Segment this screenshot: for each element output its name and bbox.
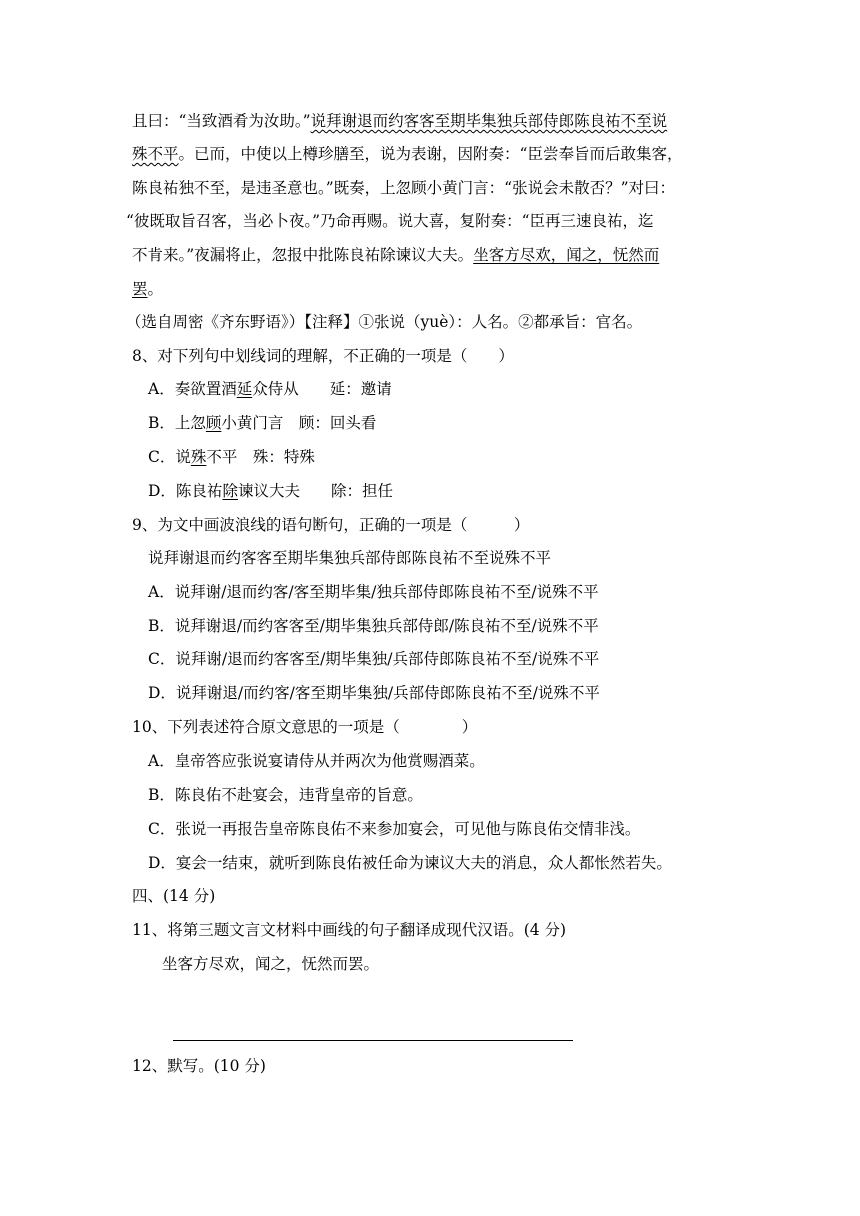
passage-line-5 <box>132 244 659 266</box>
underlined-word: 顾 <box>205 414 222 432</box>
passage-text: 。 <box>147 280 164 298</box>
q9-option-b: B．说拜谢退/而约客客至/期毕集独兵部侍郎/陈良祐不至/说殊不平 <box>148 617 599 635</box>
passage-text: 不肯来。”夜漏将止，忽报中批陈良祐除谏议大夫。 <box>132 246 474 264</box>
q9-option-a: A．说拜谢/退而约客/客至期毕集/独兵部侍郎陈良祐不至/说殊不平 <box>148 583 599 601</box>
q8-option-d: D．陈良祐除谏议大夫 除：担任 <box>148 482 393 500</box>
q9-option-c: C．说拜谢/退而约客客至/期毕集独/兵部侍郎陈良祐不至/说殊不平 <box>148 650 600 668</box>
q8-option-c: C．说殊不平 殊：特殊 <box>148 448 315 466</box>
passage-line-6 <box>132 278 163 300</box>
q11-sentence: 坐客方尽欢，闻之，怃然而罢。 <box>162 955 380 973</box>
passage-text: 。已而，中使以上樽珍膳至，说为表谢，因附奏：“臣尝奉旨而后敢集客， <box>178 145 683 163</box>
q9-option-d: D．说拜谢退/而约客/客至期毕集独/兵部侍郎陈良祐不至/说殊不平 <box>148 684 600 702</box>
q11-stem: 11、将第三题文言文材料中画线的句子翻译成现代汉语。(4 分) <box>132 921 567 939</box>
passage-text: 且曰：“当致酒肴为汝助。” <box>132 112 311 130</box>
wavy-underlined-sentence: 说拜谢退而约客客至期毕集独兵部侍郎陈良祐不至说 <box>310 112 668 130</box>
passage-line-3: 陈良祐独不至，是违圣意也。”既奏，上忽顾小黄门言：“张说会未散否？”对曰： <box>132 179 676 197</box>
underlined-sentence-end: 罢 <box>132 280 148 298</box>
section-heading: 四、(14 分) <box>132 887 216 905</box>
q10-option-a: A．皇帝答应张说宴请侍从并两次为他赏赐酒菜。 <box>148 752 485 770</box>
answer-line[interactable] <box>173 1040 573 1041</box>
wavy-underlined-sentence-end: 殊不平 <box>132 145 179 163</box>
q10-option-c: C．张说一再报告皇帝陈良佑不来参加宴会，可见他与陈良佑交情非浅。 <box>148 820 641 838</box>
q10-stem: 10、下列表述符合原文意思的一项是（ ） <box>132 718 478 736</box>
q10-option-b: B．陈良佑不赴宴会，违背皇帝的旨意。 <box>148 786 423 804</box>
q8-option-b: B．上忽顾小黄门言 顾：回头看 <box>148 414 377 432</box>
underlined-sentence: 坐客方尽欢，闻之，怃然而 <box>473 246 660 264</box>
underlined-word: 延 <box>236 380 253 398</box>
q8-option-a: A．奏欲置酒延众侍从 延：邀请 <box>148 380 392 398</box>
q12-stem: 12、默写。(10 分) <box>132 1057 266 1075</box>
q9-stem: 9、为文中画波浪线的语句断句，正确的一项是（ ） <box>132 516 530 534</box>
q10-option-d: D．宴会一结束，就听到陈良佑被任命为谏议大夫的消息，众人都怅然若失。 <box>148 854 672 872</box>
passage-line-4: “彼既取旨召客，当必卜夜。”乃命再赐。说大喜，复附奏：“臣再三速良祐，迄 <box>126 212 654 230</box>
underlined-word: 殊 <box>190 448 207 466</box>
underlined-word: 除 <box>222 482 238 500</box>
passage-line-2 <box>132 143 682 165</box>
source-note: （选自周密《齐东野语》）【注释】①张说（yuè）：人名。②都承旨：官名。 <box>126 313 643 331</box>
q8-stem: 8、对下列句中划线词的理解，不正确的一项是（ ） <box>132 347 514 365</box>
q9-sentence: 说拜谢退而约客客至期毕集独兵部侍郎陈良祐不至说殊不平 <box>148 549 552 567</box>
passage-line-1 <box>132 110 667 132</box>
